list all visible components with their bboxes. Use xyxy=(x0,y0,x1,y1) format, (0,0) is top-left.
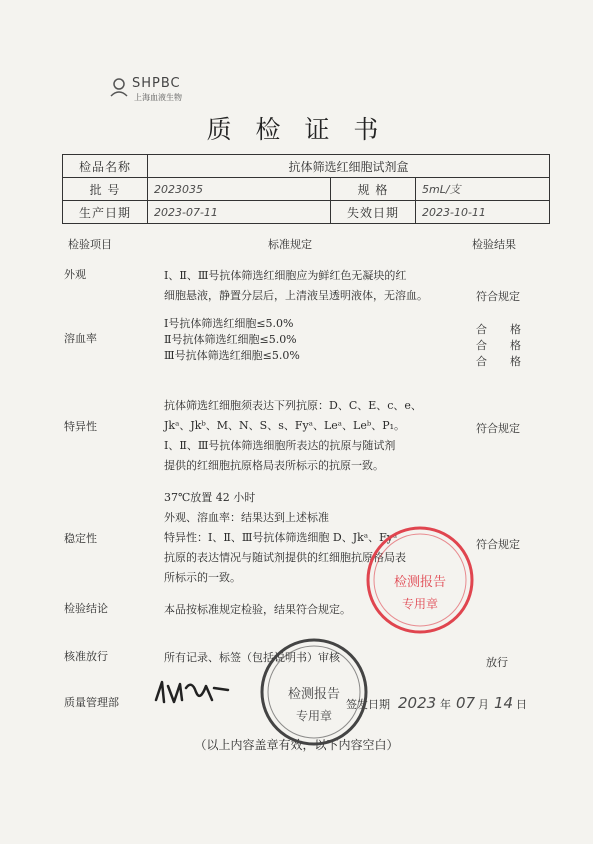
specificity-line: 提供的红细胞抗原格局表所标示的抗原一致。 xyxy=(164,459,384,472)
appearance-line: Ⅰ、Ⅱ、Ⅲ号抗体筛选红细胞应为鲜红色无凝块的红 xyxy=(164,269,407,282)
col-item: 检验项目 xyxy=(68,238,112,251)
hemolysis-line: Ⅰ号抗体筛选红细胞≤5.0% xyxy=(164,317,294,330)
release-standard: 所有记录、标签（包括说明书）审核 xyxy=(164,651,340,664)
appearance-label: 外观 xyxy=(64,268,86,281)
red-stamp-center: 检测报告 xyxy=(393,575,447,590)
result-char: 格 xyxy=(510,355,521,368)
footer-note: （以上内容盖章有效，以下内容空白） xyxy=(194,738,399,752)
month-unit: 月 xyxy=(478,698,489,711)
hemolysis-label: 溶血率 xyxy=(64,332,97,345)
result-char: 合 xyxy=(476,323,487,336)
prod-date-label: 生产日期 xyxy=(63,201,148,224)
release-result: 放行 xyxy=(486,656,508,669)
conclusion-label: 检验结论 xyxy=(64,602,108,615)
appearance-line: 细胞悬液，静置分层后，上清液呈透明液体，无溶血。 xyxy=(164,289,428,302)
appearance-standard xyxy=(164,266,464,306)
batch-value: 2023035 xyxy=(148,178,331,201)
logo-name: SHPBC xyxy=(132,76,181,91)
black-stamp-center: 检测报告 xyxy=(287,687,341,702)
stability-line: 所标示的一致。 xyxy=(164,571,241,584)
conclusion-standard: 本品按标准规定检验，结果符合规定。 xyxy=(164,603,351,616)
logo-icon xyxy=(108,76,130,100)
result-char: 格 xyxy=(510,339,521,352)
qm-label: 质量管理部 xyxy=(64,696,119,709)
specificity-result: 符合规定 xyxy=(476,422,520,435)
specificity-line: 抗体筛选红细胞须表达下列抗原：D、C、E、c、e、 xyxy=(164,399,422,412)
spec-value: 5mL/支 xyxy=(416,178,550,201)
spec-label: 规 格 xyxy=(331,178,416,201)
sign-month: 07 xyxy=(456,694,476,712)
result-char: 合 xyxy=(476,339,487,352)
specificity-line: Jkᵃ、Jkᵇ、M、N、S、s、Fyᵃ、Leᵃ、Leᵇ、P₁。 xyxy=(164,419,406,432)
stability-line: 抗原的表达情况与随试剂提供的红细胞抗原格局表 xyxy=(164,551,406,564)
black-stamp-bottom: 专用章 xyxy=(295,709,333,723)
col-standard: 标准规定 xyxy=(268,238,312,251)
hemolysis-standard xyxy=(164,316,464,364)
page-title: 质 检 证 书 xyxy=(206,115,387,144)
hemolysis-results xyxy=(476,322,544,370)
exp-date-value: 2023-10-11 xyxy=(416,201,550,224)
product-value: 抗体筛选红细胞试剂盒 xyxy=(148,155,550,178)
appearance-result: 符合规定 xyxy=(476,290,520,303)
batch-label: 批 号 xyxy=(63,178,148,201)
result-char: 合 xyxy=(476,355,487,368)
product-label: 检品名称 xyxy=(63,155,148,178)
logo-subtitle: 上海血液生物 xyxy=(134,93,182,102)
col-result: 检验结果 xyxy=(472,238,516,251)
prod-date-value: 2023-07-11 xyxy=(148,201,331,224)
signature-icon xyxy=(152,678,232,708)
year-unit: 年 xyxy=(440,698,451,711)
hemolysis-line: Ⅲ号抗体筛选红细胞≤5.0% xyxy=(164,349,300,362)
sign-year: 2023 xyxy=(398,694,437,712)
specificity-standard xyxy=(164,396,464,476)
sign-date-label: 签发日期 xyxy=(346,698,390,711)
release-label: 核准放行 xyxy=(64,650,108,663)
stability-line: 外观、溶血率：结果达到上述标准 xyxy=(164,511,329,524)
stability-line: 37℃放置 42 小时 xyxy=(164,491,256,504)
sign-day: 14 xyxy=(494,694,514,712)
exp-date-label: 失效日期 xyxy=(331,201,416,224)
stability-result: 符合规定 xyxy=(476,538,520,551)
day-unit: 日 xyxy=(516,698,527,711)
hemolysis-line: Ⅱ号抗体筛选红细胞≤5.0% xyxy=(164,333,297,346)
specificity-label: 特异性 xyxy=(64,420,97,433)
stability-line: 特异性：Ⅰ、Ⅱ、Ⅲ号抗体筛选细胞 D、Jkᵃ、Fyᵃ xyxy=(164,531,398,544)
specificity-line: Ⅰ、Ⅱ、Ⅲ号抗体筛选细胞所表达的抗原与随试剂 xyxy=(164,439,396,452)
red-stamp-bottom: 专用章 xyxy=(401,597,439,611)
stability-label: 稳定性 xyxy=(64,532,97,545)
header-table xyxy=(62,154,550,224)
stability-standard xyxy=(164,488,464,588)
result-char: 格 xyxy=(510,323,521,336)
